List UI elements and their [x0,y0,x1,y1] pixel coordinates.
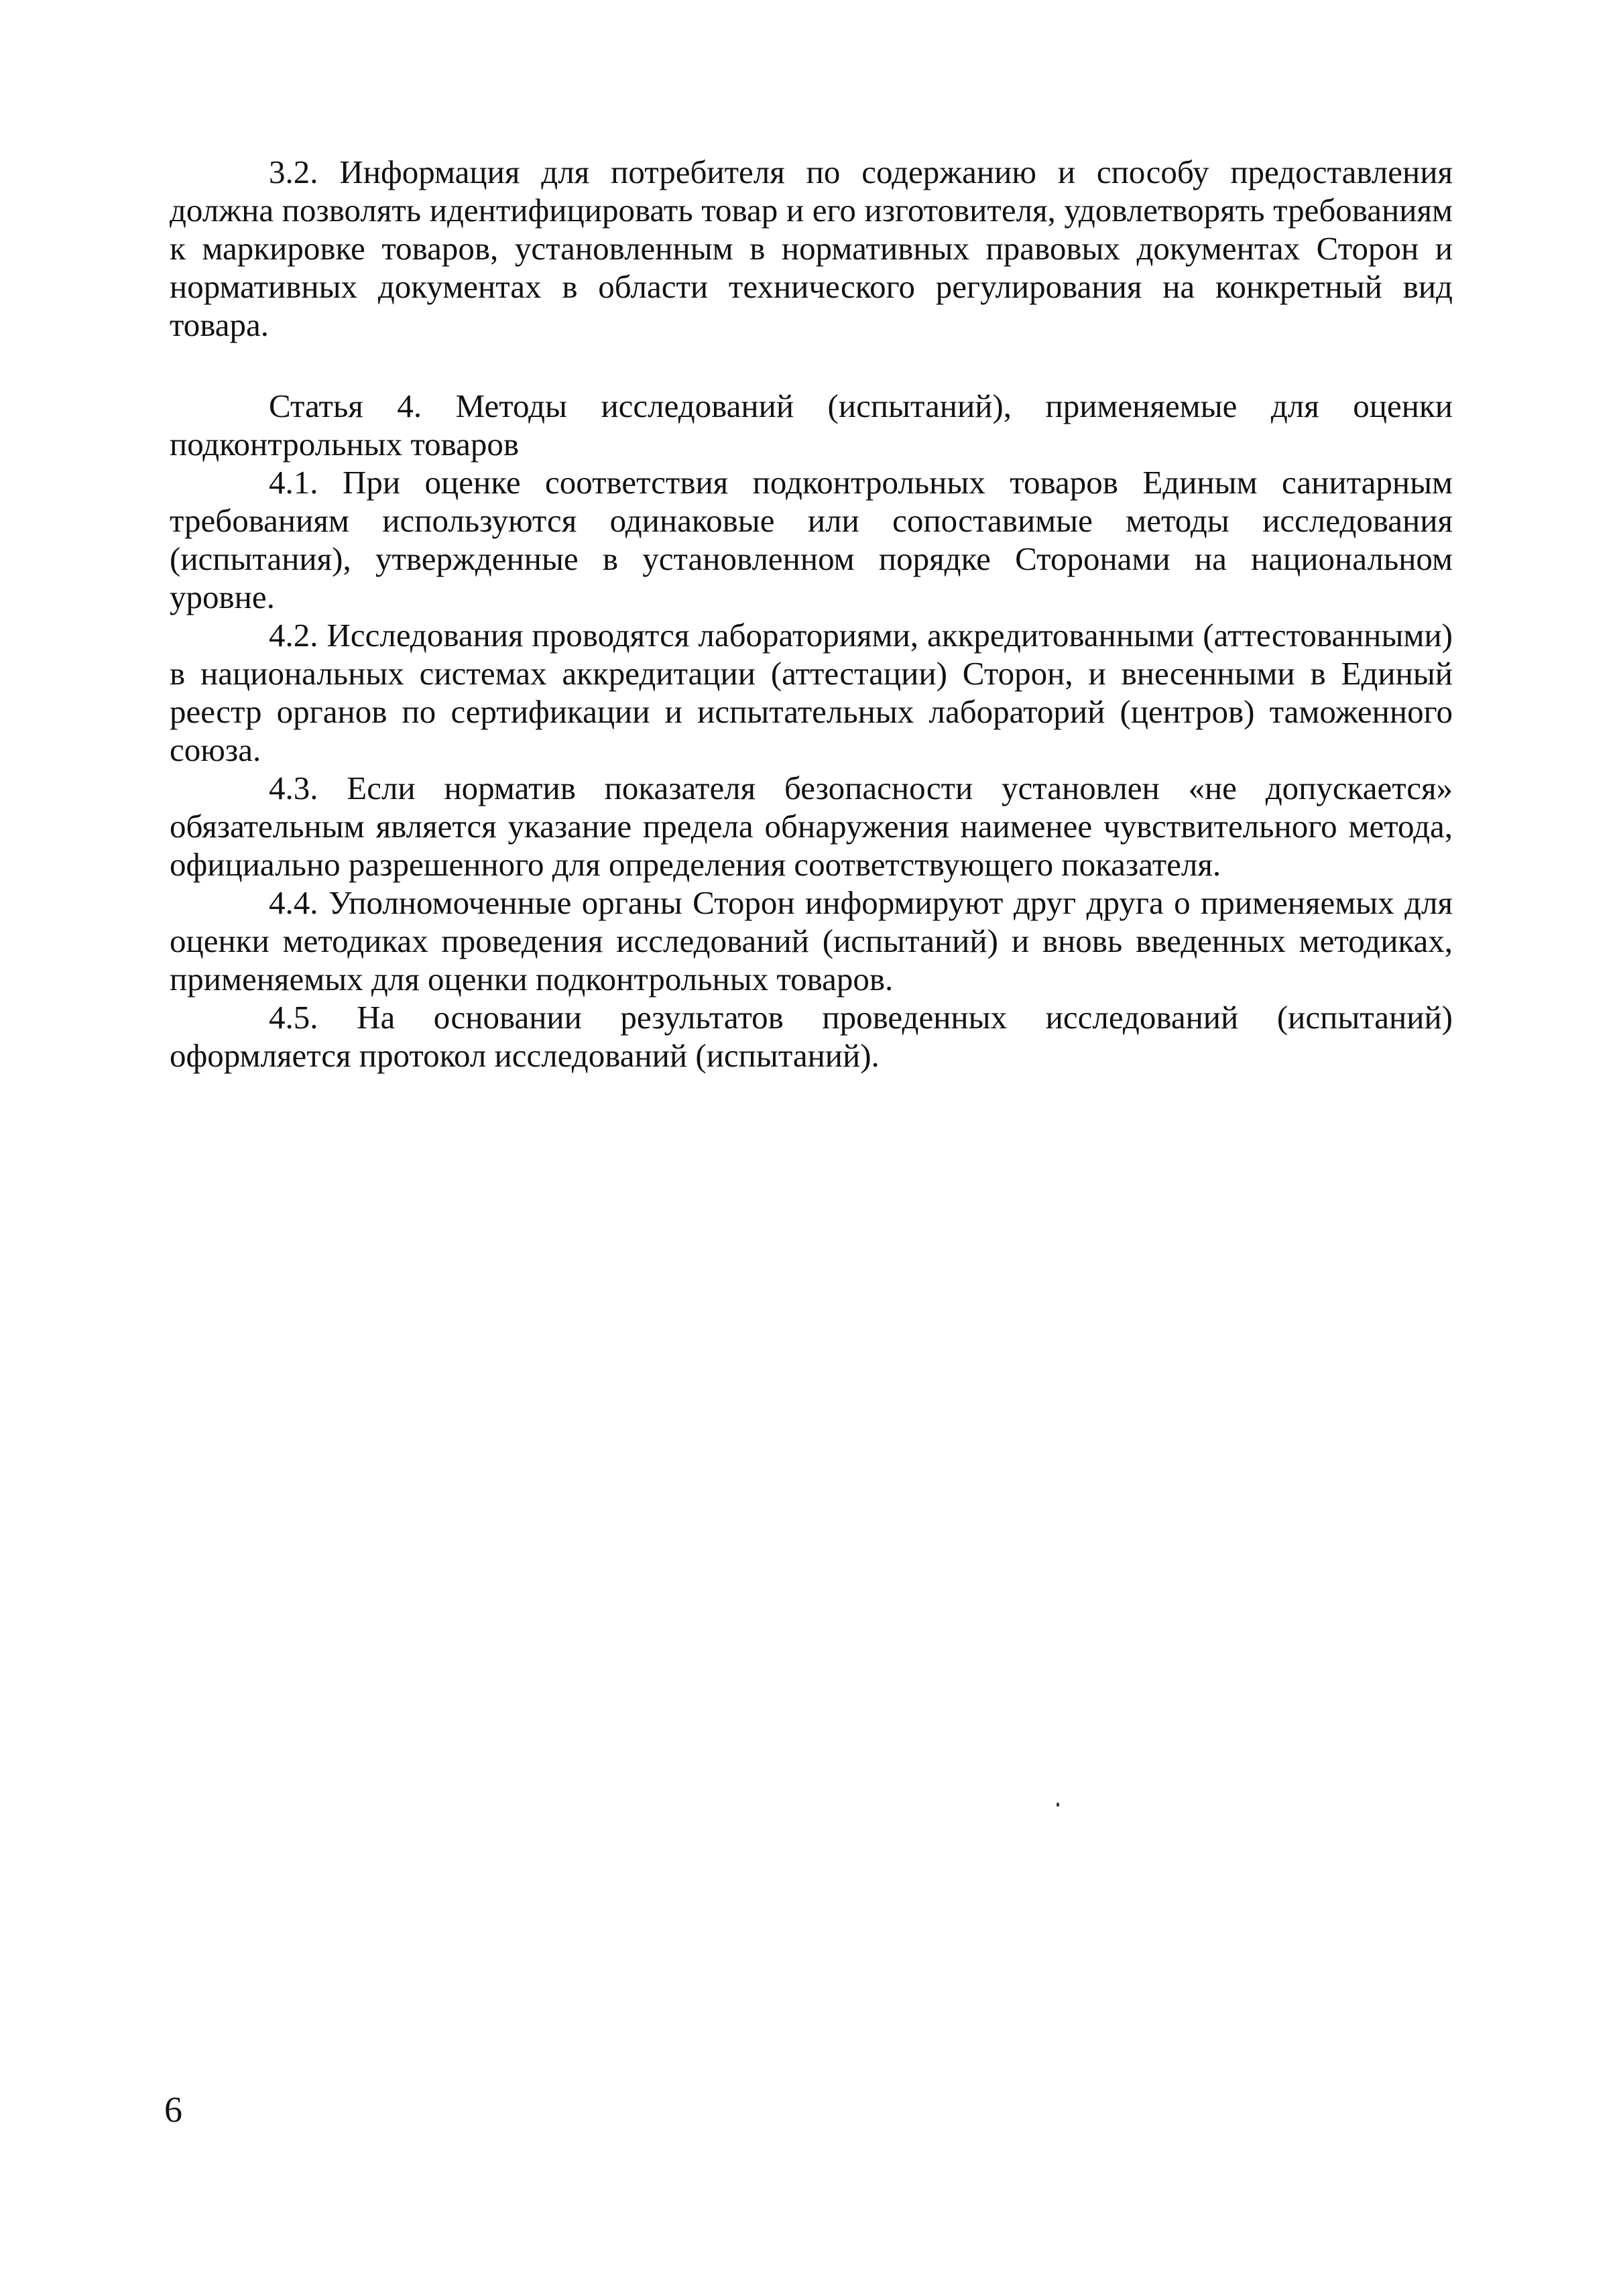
page-number: 6 [164,2090,182,2130]
paragraph-4-4: 4.4. Уполномоченные органы Сторон информируют друг друга о применяемых для оценки методиках проведения исследований (испытаний) и вновь введенных методиках, применяемых для оценки подконтрольных товаров. [170,884,1453,998]
scan-speck [1057,1803,1059,1807]
paragraph-4-1: 4.1. При оценке соответствия подконтрольных товаров Единым санитарным требованиям используются одинаковые или сопоставимые методы исследования (испытания), утвержденные в установленном порядке Сторонами на национальном уровне. [170,464,1453,615]
article-4-heading: Статья 4. Методы исследований (испытаний), применяемые для оценки подконтрольных товаров [170,387,1453,463]
paragraph-4-5: 4.5. На основании результатов проведенных исследований (испытаний) оформляется протокол исследований (испытаний). [170,999,1453,1074]
document-body [170,153,1453,1075]
paragraph-4-2: 4.2. Исследования проводятся лабораториями, аккредитованными (аттестованными) в национальных системах аккредитации (аттестации) Сторон, и внесенными в Единый реестр органов по сертификации и испытательных лабораторий (центров) таможенного союза. [170,617,1453,768]
paragraph-3-2: 3.2. Информация для потребителя по содержанию и способу предоставления должна позволять идентифицировать товар и его изготовителя, удовлетворять требованиям к маркировке товаров, установленным в нормативных правовых документах Сторон и нормативных документах в области технического регулирования на конкретный вид товара. [170,154,1453,343]
paragraph-4-3: 4.3. Если норматив показателя безопасности установлен «не допускается» обязательным является указание предела обнаружения наименее чувствительного метода, официально разрешенного для определения соответствующего показателя. [170,770,1453,883]
